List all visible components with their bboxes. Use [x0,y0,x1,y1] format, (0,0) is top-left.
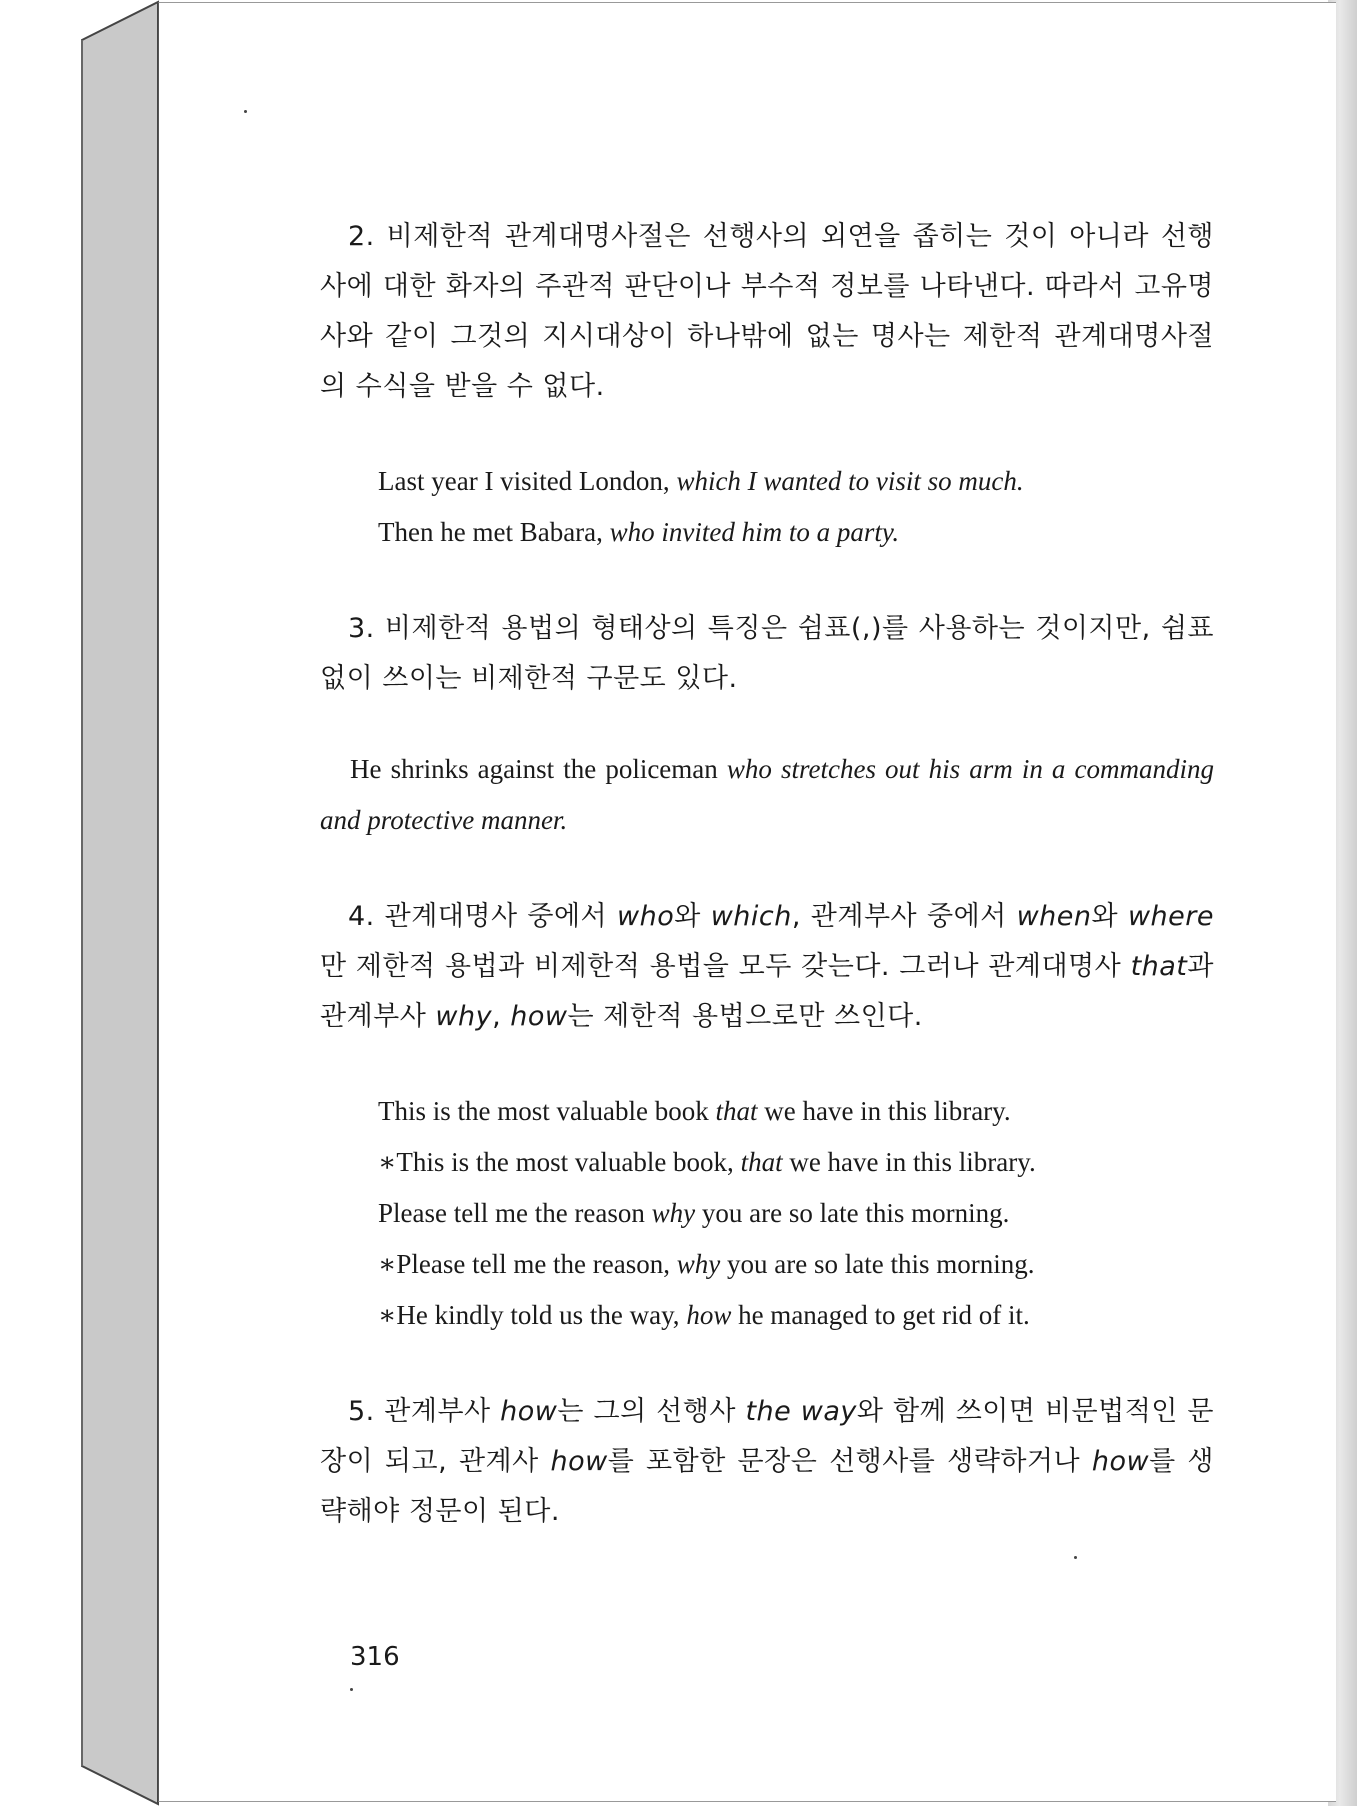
example-line: ∗This is the most valuable book, that we have in this library. [378,1147,1036,1177]
page-content [320,212,1214,1537]
example-line: Last year I visited London, which I wanted to visit so much. [378,466,1024,496]
section-2-examples [320,456,1214,558]
section-3-text: 3. 비제한적 용법의 형태상의 특징은 쉼표(,)를 사용하는 것이지만, 쉼표없이 쓰이는 비제한적 구문도 있다. [320,613,1214,694]
example-line: ∗He kindly told us the way, how he managed to get rid of it. [378,1300,1030,1330]
book-spine-face [82,2,158,1804]
section-5-text: 5. 관계부사 how는 그의 선행사 the way와 함께 쓰이면 비문법적인 문장이 되고, 관계사 how를 포함한 문장은 선행사를 생략하거나 how를 생략해야 정문이 된다. [320,1396,1214,1527]
print-speck [1074,1556,1077,1559]
section-4-examples [320,1086,1214,1341]
page-number: 316 [350,1642,400,1672]
print-speck [244,110,247,113]
example-line: Please tell me the reason why you are so late this morning. [378,1198,1010,1228]
print-speck [350,1688,353,1691]
example-line: This is the most valuable book that we have in this library. [378,1096,1011,1126]
section-2-text: 2. 비제한적 관계대명사절은 선행사의 외연을 좁히는 것이 아니라 선행사에 대한 화자의 주관적 판단이나 부수적 정보를 나타낸다. 따라서 고유명사와 같이 그것의 지시대상이 하나밖에 없는 명사는 제한적 관계대명사절의 수식을 받을 수 없다. [320,221,1214,402]
example-line: ∗Please tell me the reason, why you are so late this morning. [378,1249,1035,1279]
section-3-example: He shrinks against the policeman who stretches out his arm in a commanding and protective manner. [320,754,1214,835]
example-line: Then he met Babara, who invited him to a party. [378,517,900,547]
section-4-text: 4. 관계대명사 중에서 who와 which, 관계부사 중에서 when와 where만 제한적 용법과 비제한적 용법을 모두 갖는다. 그러나 관계대명사 that과 관계부사 why, how는 제한적 용법으로만 쓰인다. [320,901,1214,1032]
